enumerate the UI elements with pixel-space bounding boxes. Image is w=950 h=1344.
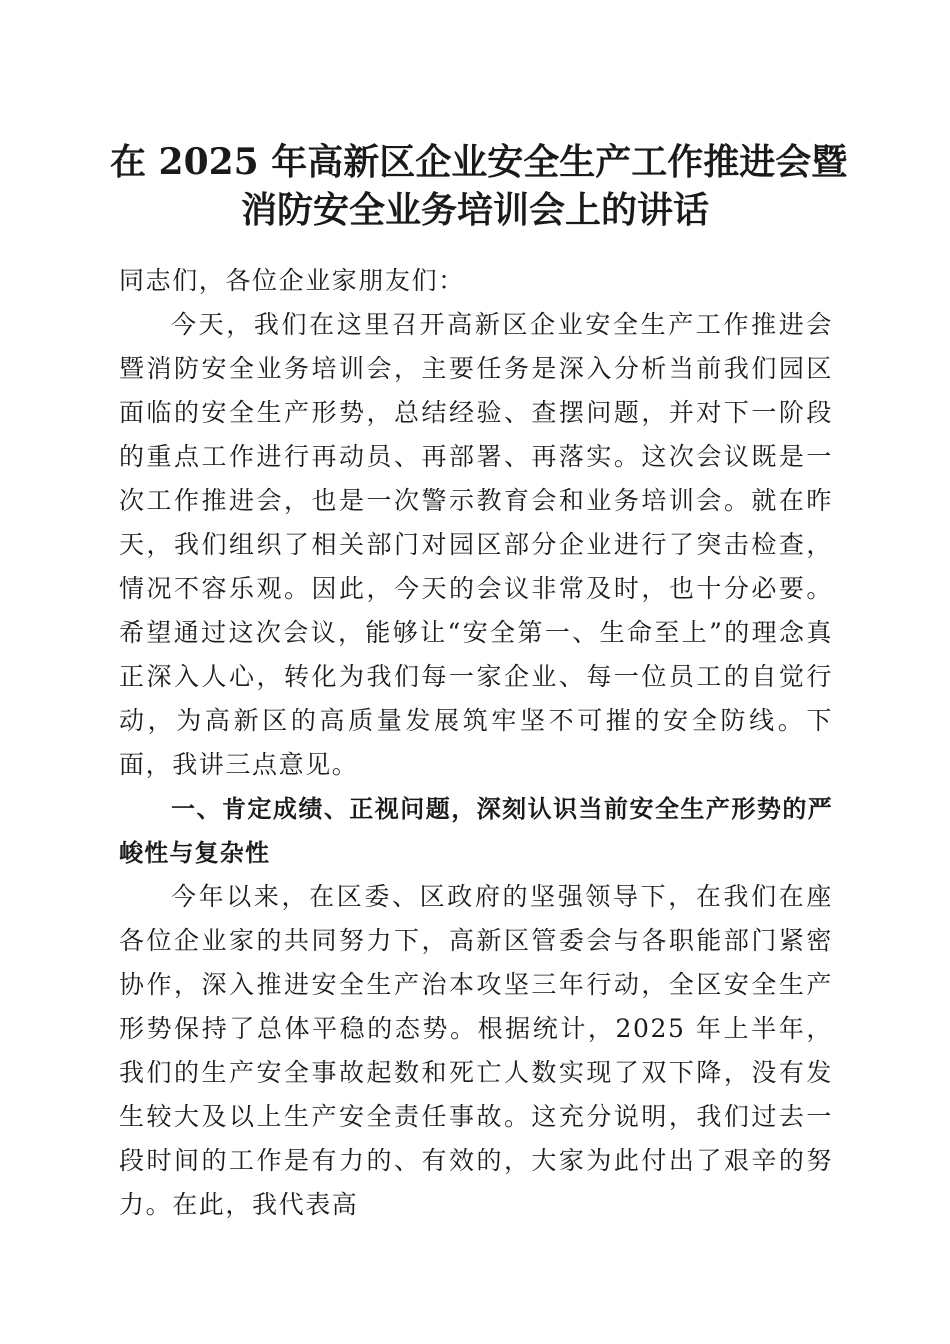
paragraph-section-1: 今年以来，在区委、区政府的坚强领导下，在我们在座各位企业家的共同努力下，高新区管委会与各职能部门紧密协作，深入推进安全生产治本攻坚三年行动，全区安全生产形势保持了总体平稳的态势。根据统计，2025 年上半年，我们的生产安全事故起数和死亡人数实现了双下降，没有发生较大及以上生产安全责任事故。这充分说明，我们过去一段时间的工作是有力的、有效的，大家为此付出了艰辛的努力。在此，我代表高 <box>119 882 833 1219</box>
paragraph-opening: 今天，我们在这里召开高新区企业安全生产工作推进会暨消防安全业务培训会，主要任务是深入分析当前我们园区面临的安全生产形势，总结经验、查摆问题，并对下一阶段的重点工作进行再动员、再部署、再落实。这次会议既是一次工作推进会，也是一次警示教育会和业务培训会。就在昨天，我们组织了相关部门对园区部分企业进行了突击检查，情况不容乐观。因此，今天的会议非常及时，也十分必要。希望通过这次会议，能够让“安全第一、生命至上”的理念真正深入人心，转化为我们每一家企业、每一位员工的自觉行动，为高新区的高质量发展筑牢坚不可摧的安全防线。下面，我讲三点意见。 <box>119 310 833 779</box>
title-line-2: 消防安全业务培训会上的讲话 <box>240 189 709 231</box>
salutation: 同志们，各位企业家朋友们： <box>119 266 465 295</box>
section-heading-1: 一、肯定成绩、正视问题，深刻认识当前安全生产形势的严峻性与复杂性 <box>119 795 833 867</box>
title-line-1: 在 2025 年高新区企业安全生产工作推进会暨 <box>110 141 848 183</box>
document-title <box>110 138 848 234</box>
document-body <box>119 259 833 1227</box>
